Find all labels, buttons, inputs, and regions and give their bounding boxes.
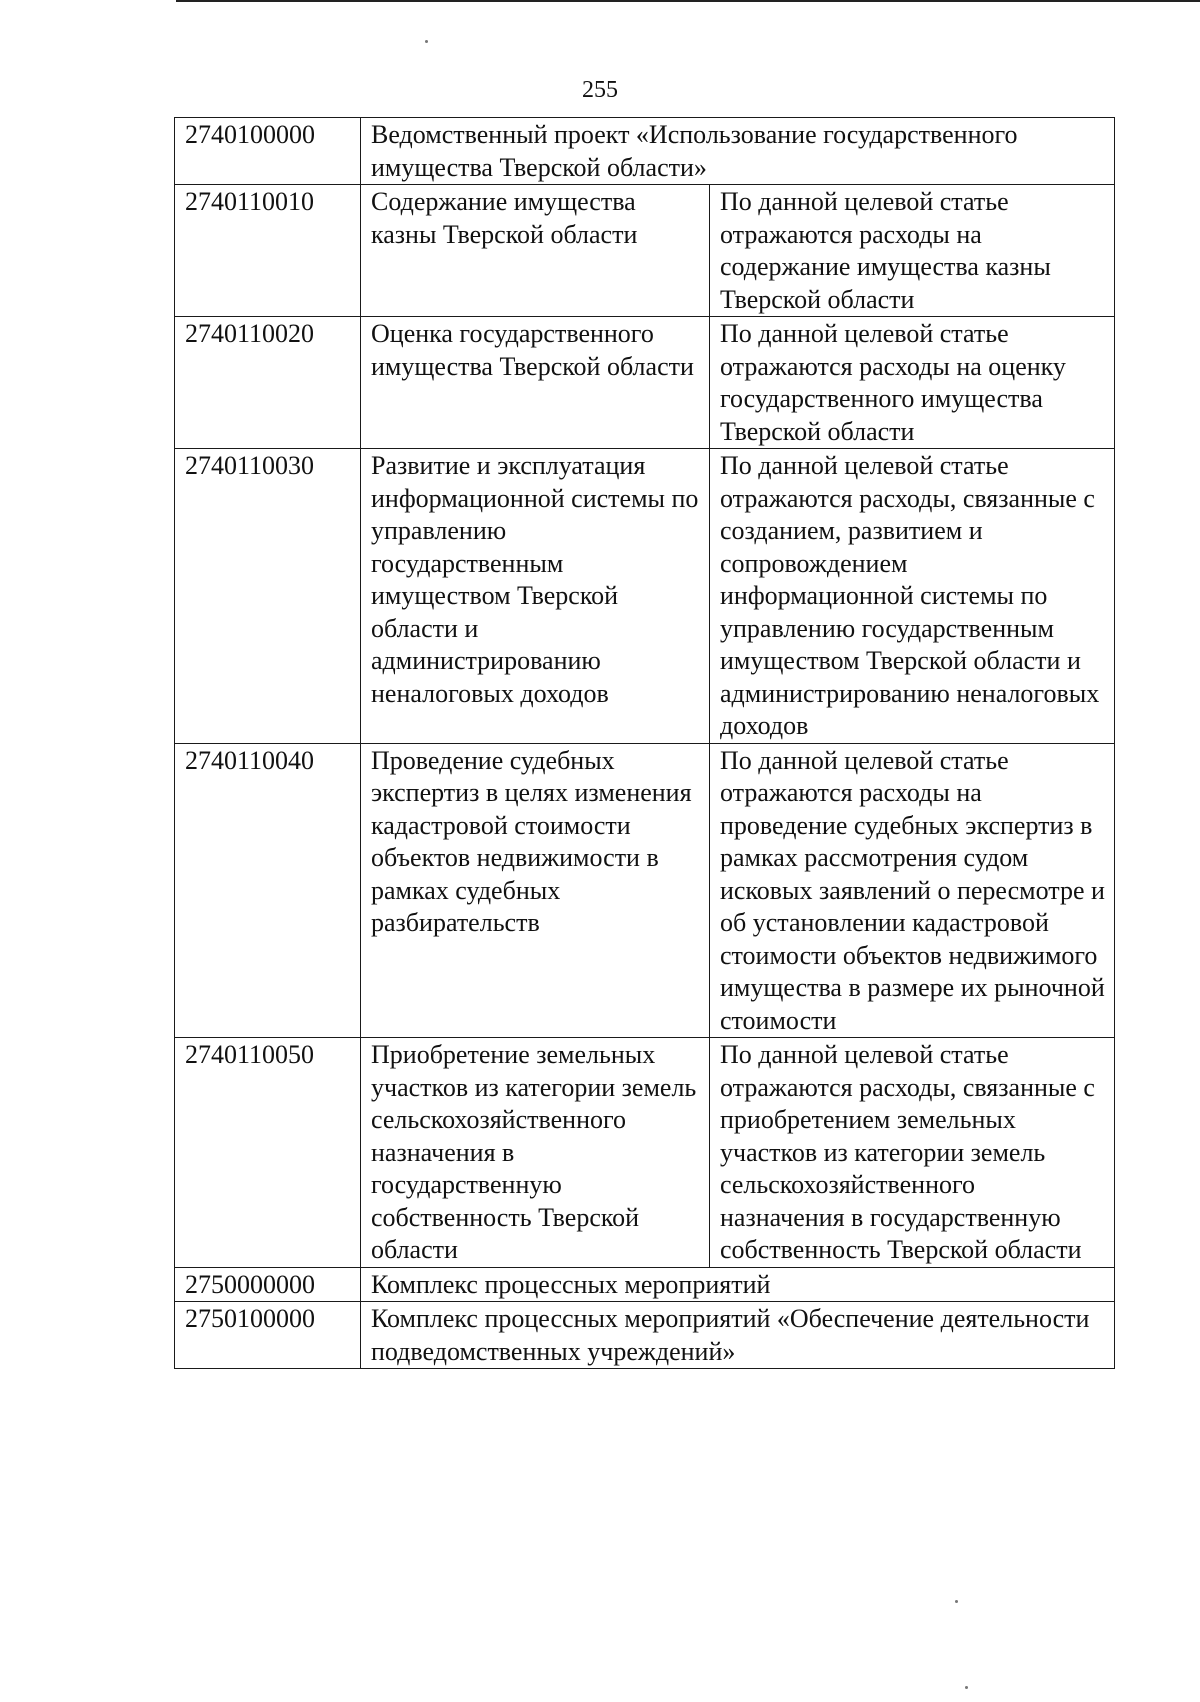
scan-speck [965, 1686, 968, 1689]
code-cell: 2750100000 [175, 1302, 361, 1369]
page-number: 255 [582, 77, 618, 103]
description-cell: По данной целевой статье отражаются расходы на содержание имущества казны Тверской области [710, 185, 1115, 317]
description-cell: По данной целевой статье отражаются расходы, связанные с созданием, развитием и сопровождением информационной системы по управлению государственным имуществом Тверской области и администрированию неналоговых доходов [710, 449, 1115, 744]
budget-classification-table [174, 117, 1115, 1369]
scan-speck [955, 1600, 958, 1603]
code-cell: 2740110020 [175, 317, 361, 449]
name-cell: Комплекс процессных мероприятий «Обеспечение деятельности подведомственных учреждений» [361, 1302, 1115, 1369]
code-cell: 2740110010 [175, 185, 361, 317]
name-cell: Развитие и эксплуатация информационной системы по управлению государственным имуществом Тверской области и администрированию неналоговых доходов [361, 449, 710, 744]
name-cell: Комплекс процессных мероприятий [361, 1267, 1115, 1302]
table-row [175, 1038, 1115, 1268]
name-cell: Оценка государственного имущества Тверской области [361, 317, 710, 449]
table-row [175, 1302, 1115, 1369]
code-cell: 2750000000 [175, 1267, 361, 1302]
description-cell: По данной целевой статье отражаются расходы на оценку государственного имущества Тверской области [710, 317, 1115, 449]
code-cell: 2740100000 [175, 118, 361, 185]
table-row [175, 1267, 1115, 1302]
description-cell: По данной целевой статье отражаются расходы на проведение судебных экспертиз в рамках рассмотрения судом исковых заявлений о пересмотре и об установлении кадастровой стоимости объектов недвижимого имущества в размере их рыночной стоимости [710, 743, 1115, 1038]
table-row [175, 449, 1115, 744]
table-row [175, 185, 1115, 317]
scan-top-edge-line [176, 0, 1200, 2]
description-cell: По данной целевой статье отражаются расходы, связанные с приобретением земельных участков из категории земель сельскохозяйственного назначения в государственную собственность Тверской области [710, 1038, 1115, 1268]
table-row [175, 317, 1115, 449]
code-cell: 2740110040 [175, 743, 361, 1038]
name-cell: Проведение судебных экспертиз в целях изменения кадастровой стоимости объектов недвижимости в рамках судебных разбирательств [361, 743, 710, 1038]
name-cell: Содержание имущества казны Тверской области [361, 185, 710, 317]
table-row [175, 743, 1115, 1038]
name-cell: Ведомственный проект «Использование государственного имущества Тверской области» [361, 118, 1115, 185]
table-row [175, 118, 1115, 185]
scan-speck [425, 40, 428, 43]
code-cell: 2740110050 [175, 1038, 361, 1268]
code-cell: 2740110030 [175, 449, 361, 744]
name-cell: Приобретение земельных участков из категории земель сельскохозяйственного назначения в государственную собственность Тверской области [361, 1038, 710, 1268]
